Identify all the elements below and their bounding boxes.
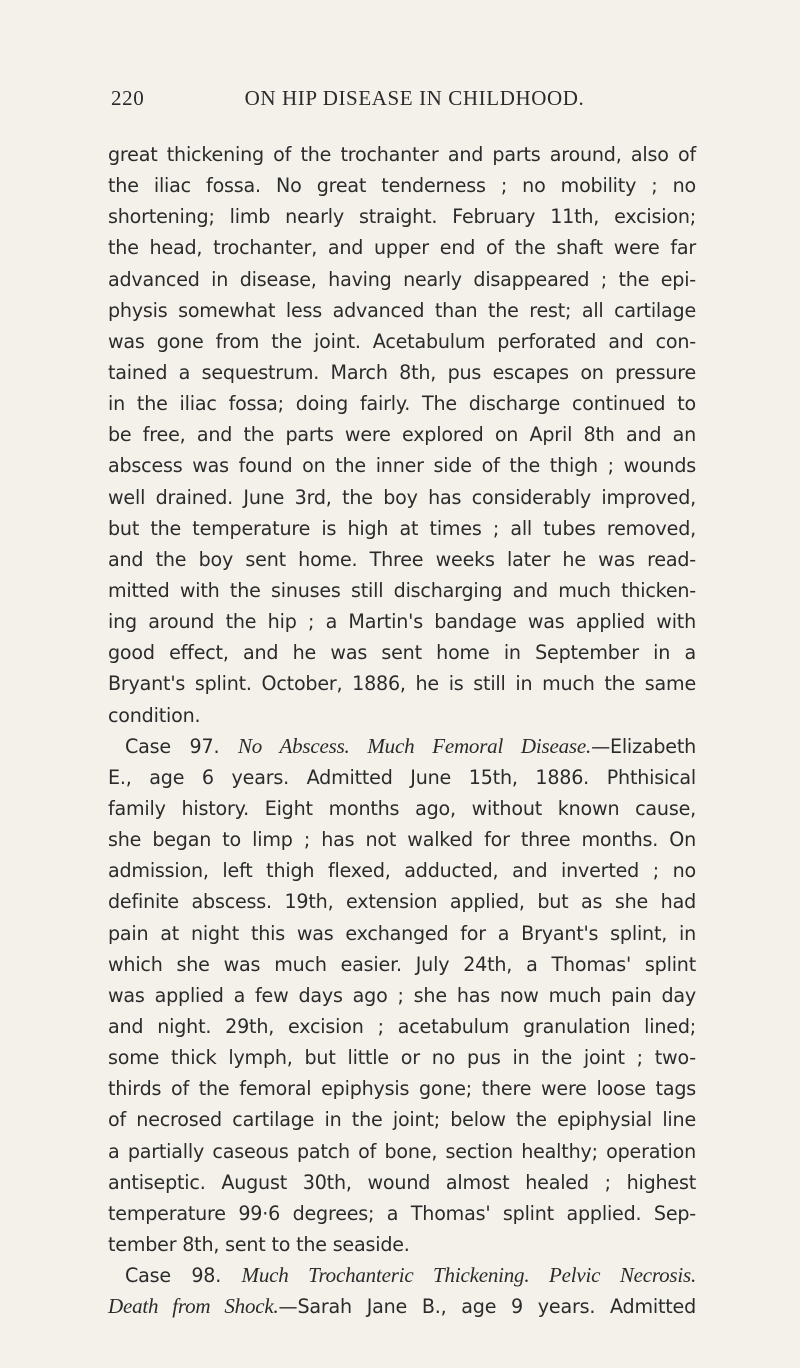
case-98-second-title: Death from Shock. xyxy=(108,1294,279,1319)
text-line: she began to limp ; has not walked for three months. On xyxy=(108,828,696,852)
text-line: and the boy sent home. Three weeks later he was read- xyxy=(108,547,696,571)
text-line: good effect, and he was sent home in September in a xyxy=(108,641,696,665)
text-line: family history. Eight months ago, without known cause, xyxy=(108,796,696,820)
case-98-title: Much Trochanteric Thickening. Pelvic Necrosis. xyxy=(241,1263,697,1288)
text-line: a partially caseous patch of bone, section healthy; operation xyxy=(108,1139,696,1163)
text-line: physis somewhat less advanced than the rest; all cartilage xyxy=(108,298,696,322)
text-line: E., age 6 years. Admitted June 15th, 1886. Phthisical xyxy=(108,765,696,789)
case-97-title: No Abscess. Much Femoral Disease. xyxy=(237,733,592,758)
text-line: mitted with the sinuses still discharging and much thicken- xyxy=(108,578,696,602)
text-line: admission, left thigh flexed, adducted, and inverted ; no xyxy=(108,859,696,883)
text-line: ing around the hip ; a Martin's bandage was applied with xyxy=(108,610,696,634)
text-line: well drained. June 3rd, the boy has considerably improved, xyxy=(108,485,696,509)
body-text xyxy=(108,139,696,1322)
text-line: which she was much easier. July 24th, a Thomas' splint xyxy=(108,952,696,976)
case-97-heading-rest: —Elizabeth xyxy=(591,734,697,758)
text-line: of necrosed cartilage in the joint; below the epiphysial line xyxy=(108,1108,696,1132)
case-98-label: Case 98. xyxy=(125,1264,222,1288)
text-line: the iliac fossa. No great tenderness ; no mobility ; no xyxy=(108,174,696,198)
case-98-heading-rest: —Sarah Jane B., age 9 years. Admitted xyxy=(278,1295,696,1319)
case-98-heading-line-2 xyxy=(108,1291,696,1322)
text-line: in the iliac fossa; doing fairly. The discharge continued to xyxy=(108,392,696,416)
text-line: abscess was found on the inner side of the thigh ; wounds xyxy=(108,454,696,478)
case-97-heading-line xyxy=(108,731,696,762)
text-line: the head, trochanter, and upper end of the shaft were far xyxy=(108,236,696,260)
case-97-label: Case 97. xyxy=(125,734,220,758)
text-line: be free, and the parts were explored on April 8th and an xyxy=(108,423,696,447)
case-98-heading-line xyxy=(108,1260,696,1291)
text-line: tained a sequestrum. March 8th, pus escapes on pressure xyxy=(108,360,696,384)
text-line: thirds of the femoral epiphysis gone; there were loose tags xyxy=(108,1077,696,1101)
book-page xyxy=(108,86,696,1322)
text-line: definite abscess. 19th, extension applied, but as she had xyxy=(108,890,696,914)
text-line: antiseptic. August 30th, wound almost healed ; highest xyxy=(108,1170,696,1194)
text-line: some thick lymph, but little or no pus in the joint ; two- xyxy=(108,1046,696,1070)
text-line: advanced in disease, having nearly disappeared ; the epi- xyxy=(108,267,696,291)
text-line: temperature 99·6 degrees; a Thomas' splint applied. Sep- xyxy=(108,1201,696,1225)
text-line: was applied a few days ago ; she has now much pain day xyxy=(108,983,696,1007)
page-number: 220 xyxy=(111,86,145,110)
text-line: condition. xyxy=(108,703,201,727)
running-head xyxy=(108,86,696,120)
text-line: Bryant's splint. October, 1886, he is still in much the same xyxy=(108,672,696,696)
text-line: tember 8th, sent to the seaside. xyxy=(108,1232,410,1256)
text-line: great thickening of the trochanter and parts around, also of xyxy=(108,143,696,166)
text-line: but the temperature is high at times ; all tubes removed, xyxy=(108,516,696,540)
text-line: and night. 29th, excision ; acetabulum granulation lined; xyxy=(108,1014,696,1038)
text-line: pain at night this was exchanged for a Bryant's splint, in xyxy=(108,921,696,945)
text-line: was gone from the joint. Acetabulum perforated and con- xyxy=(108,329,696,353)
running-title: ON HIP DISEASE IN CHILDHOOD. xyxy=(244,86,585,110)
text-line: shortening; limb nearly straight. February 11th, excision; xyxy=(108,205,696,229)
